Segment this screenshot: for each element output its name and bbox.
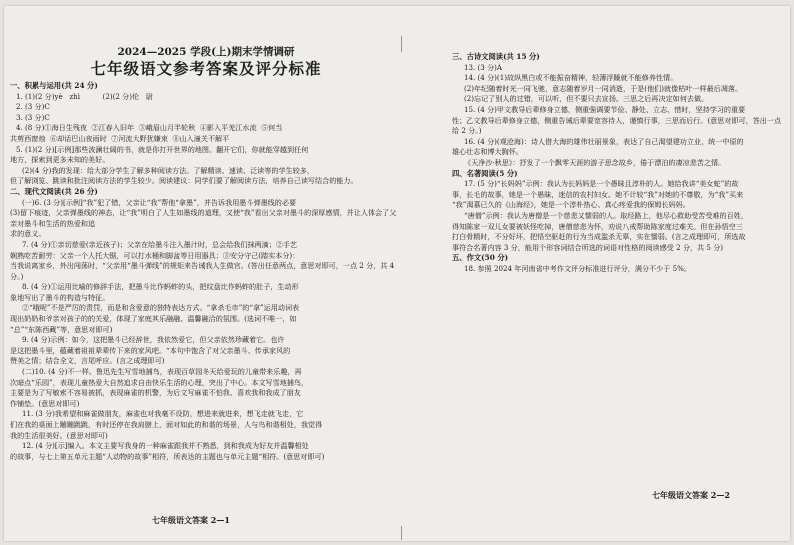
answer-line: “我”渴慕已久的《山海经》，她是一个淳朴热心、真心疼爱我的保姆长妈妈。 bbox=[452, 200, 690, 210]
section-heading: 三、古诗文阅读(共 15 分) bbox=[452, 52, 540, 61]
answer-line: 11. (3 分)我希望和麻雀做朋友，麻雀也对我毫不设防，想进来就进来，想飞走就飞走，它 bbox=[22, 409, 304, 419]
answer-line: (一)6. (3 分)[示例]“我”犯了错，父亲让“我”帮他“拿墨”，并告诉我用墨斗弹墨线的必要 bbox=[22, 197, 297, 207]
exam-term-title: 2024—2025 学段(上)期末学情调研 bbox=[117, 46, 295, 58]
answer-line: 求的意义。 bbox=[10, 229, 46, 239]
answer-line: “总”“东陈西藏”等，意思对即可) bbox=[10, 324, 113, 334]
answer-line: 12. (4 分)[示]编入。本文主要写我身的一种麻雀跟我并不熟悉，到和我成为好友并温馨相处 bbox=[22, 441, 309, 451]
answer-line: 性；乙文教导后辈修身立德，侧重告诫后辈要宽容待人，谨慎行事，三思而后行。(意思对即可，答出一点给 2 分。) bbox=[452, 115, 782, 136]
answer-line: 娴熟吃苦耐劳：父亲一个人托大锯，可以打水桶和脚盆等日用器具；③安分守己(踏实本分)： bbox=[10, 250, 300, 260]
answer-line: 18. 参照 2024 年河南省中考作文评分标准进行评分，满分不少于 5%。 bbox=[464, 263, 691, 273]
answer-line: 象地写出了墨斗的构造与特征。 bbox=[10, 292, 110, 302]
answer-line: 地方，探索到更多未知的美好。 bbox=[10, 155, 110, 165]
answer-line: 9. (4 分)示例：如今，这把墨斗已经辞世，我依然爱它，但父亲依然珍藏着它。也许 bbox=[22, 335, 285, 345]
answer-line: ②“哦呢”不是严厉的责罚，而是和含爱意的独特表达方式。“拿杀毛市”的“拿”运用动词表 bbox=[22, 303, 300, 313]
page-footer-1: 七年级语文答案 2—1 bbox=[152, 515, 230, 525]
answer-line: 作铺垫。(意思对即可) bbox=[10, 398, 80, 408]
answer-line: 雄心壮志和博大胸怀。 bbox=[452, 147, 523, 157]
answer-line: 1. (1)(2 分)yè zhì (2)(2 分)伦 尉 bbox=[16, 91, 153, 101]
answer-line: “唐僧”示例：我认为唐僧是一个慈悲又懦弱的人。取经路上，他尽心救助受苦受难的百姓， bbox=[464, 210, 748, 220]
answer-line: 主要是为了写敏索不容易被抓，表现麻雀的机警，为后文写麻雀不怕我、喜欢我和我成了朋友 bbox=[10, 388, 301, 398]
page-footer-2: 七年级语文答案 2—2 bbox=[652, 490, 730, 500]
answer-line: 当我说离家乡，外出闯荡时，“父亲用“墨斗弹线”的规矩来告诫我人生做官。(答出任意两点，意思对即可，一点 2 分，共 4 分。) bbox=[10, 261, 397, 281]
answer-line: 2. (3 分)C bbox=[16, 102, 50, 112]
answer-line: (2)(4 分)我的发现：给大部分学生了解多种阅读方法。了解精读、速读、泛读等的学生较多， bbox=[22, 165, 314, 175]
answer-line: 是这把墨斗里，蕴藏着祖祖辈辈传下来的家风吧。“本句中饱含了对父亲墨斗、传承家风的 bbox=[10, 345, 291, 355]
answer-line: 的故事，与七上第五单元主题“人动物的故事”相符，所表达的主题也与单元主题“相符。(意思对即可) bbox=[10, 451, 325, 461]
left-page bbox=[10, 6, 402, 541]
answer-line: 事符合名著内容 3 分，能用个形容词结合所选的词语对性格的阅读感受 2 分，共 5 分) bbox=[452, 242, 724, 252]
right-page bbox=[452, 6, 782, 541]
section-heading: 五、作文(50 分) bbox=[452, 253, 509, 263]
section-heading: 二、现代文阅读(共 26 分) bbox=[10, 186, 98, 196]
answer-line: (二)10. (4 分)不一样。鲁迅先生写雪地捕鸟，表现百草园冬天给爱玩的儿童带来乐趣，再 bbox=[22, 367, 302, 377]
answer-line: 事，长毛的故事，她是一个愚昧，迷信的农村妇女。她不计较“我”对她的不尊敬，为“我”买来 bbox=[452, 189, 744, 199]
left-answer-list bbox=[10, 81, 402, 462]
answer-line: 7. (4 分)①亲切慈爱(亲近孩子)；父亲在给墨斗注入墨汁时，总会给我们抹两滴；②手艺 bbox=[22, 239, 298, 249]
answer-line: 我的生活很美好。(意思对即可) bbox=[10, 430, 108, 440]
answer-line: 共剪西窗烛 ⑥却话巴山夜雨时 ⑦河流大野犹嫌束 ⑧山入潼关不解平 bbox=[10, 133, 230, 143]
answer-line: 3. (3 分)C bbox=[16, 112, 50, 122]
answer-line: 《天净沙·秋思》：抒发了一个飘零天涯的游子思念故乡，倦于漂泊的凄凉悲苦之情。 bbox=[464, 157, 726, 167]
answer-line: 8. (4 分)①运用比喻的修辞手法，把墨斗比作蚂蚱的头，把纹盘比作蚂蚱的肚子，生动形 bbox=[22, 282, 299, 292]
answer-line: 5. (1)(2 分)[示例]那些波澜壮阔的书，就是你打开世界的地图。翻开它们，你就能穿越到任何 bbox=[16, 144, 309, 154]
answer-line: 14. (4 分)(1)故纵黑白或不能振奋精神，轻薄浮躁就不能修养性情。 bbox=[464, 73, 678, 83]
answer-line: 得知陈家一双儿女要被妖怪吃掉，唐僧慈悲为怀，劝说八戒帮助陈家度过难关。但在孙悟空三 bbox=[452, 221, 743, 231]
answer-line: (2)年纪随着时光一同飞驰，意志随着岁月一同消逝，于是(他们)就像枯叶一样最后凋落。 bbox=[464, 83, 743, 93]
answer-sheet bbox=[4, 6, 790, 541]
answer-line: 次暗点“乐园”，表现儿童热爱大自然追求自由快乐生活的心理，突出了中心。本文写雪地捕鸟， bbox=[10, 377, 309, 387]
answer-line: 但了解浏览、跳读和批注阅读方法的学生较少。阅读建议：同学们要了解阅读方法，培养自己读写结合的能力。 bbox=[10, 176, 358, 186]
answer-line: 15. (4 分)甲文教导后辈修身立德，侧重强调要节俭、静处、立志、惜时，坚持学习的重要 bbox=[464, 104, 746, 114]
answer-line: 16. (4 分)(观沧海)：诗人借大海的雄伟壮丽景象，表达了自己渴望建功立业，统一中原的 bbox=[464, 136, 744, 146]
answer-line: 赞美之情；结合全文，言尾呼应。(言之成理即可) bbox=[10, 356, 165, 366]
answer-line: 17. (5 分)“长妈妈”示例：我认为长妈妈是一个愚昧且淳朴的人。她给我讲“美女蛇”的故 bbox=[464, 179, 739, 189]
answer-line: 现出奶奶和爷亲对孩子的的关爱，体现了家庭其乐融融、温馨融洽的氛围。(选词不唯一，如 bbox=[10, 314, 297, 324]
section-heading: 四、名著阅读(5 分) bbox=[452, 168, 518, 178]
answer-line: 13. (3 分)A bbox=[464, 62, 503, 72]
answer-line: (2)忘记了别人的过错，可以听，但不要只去宣扬。三思之后再决定如何去做。 bbox=[464, 94, 709, 104]
answer-line: 们在我的桌面上蹦蹦跳跳，有时还停在我肩膀上，面对如此的和谐的场景，人与鸟和谐相处，我觉得 bbox=[10, 420, 323, 429]
document-title: 七年级语文参考答案及评分标准 bbox=[90, 59, 322, 78]
answer-line: 打白骨精时，不分好坏，把悟空驱赶的行为当成滥杀无辜，实在懦弱。(言之成理即可，所选故 bbox=[452, 232, 746, 242]
right-answer-list bbox=[452, 52, 782, 274]
answer-line: (3)留下痕迹，父亲弹墨线的神态，让“我”明白了人生如墨线的道理，又使“我”看出父亲对墨斗的深厚感情，并让人体会了父亲对墨斗和生活的热爱和追 bbox=[10, 208, 397, 228]
answer-line: 4. (8 分)①海日生残夜 ②江春入旧年 ③峨眉山月半轮秋 ④影入平羌江水流 ⑤何当 bbox=[16, 123, 283, 133]
section-heading: 一、积累与运用(共 24 分) bbox=[10, 81, 98, 90]
